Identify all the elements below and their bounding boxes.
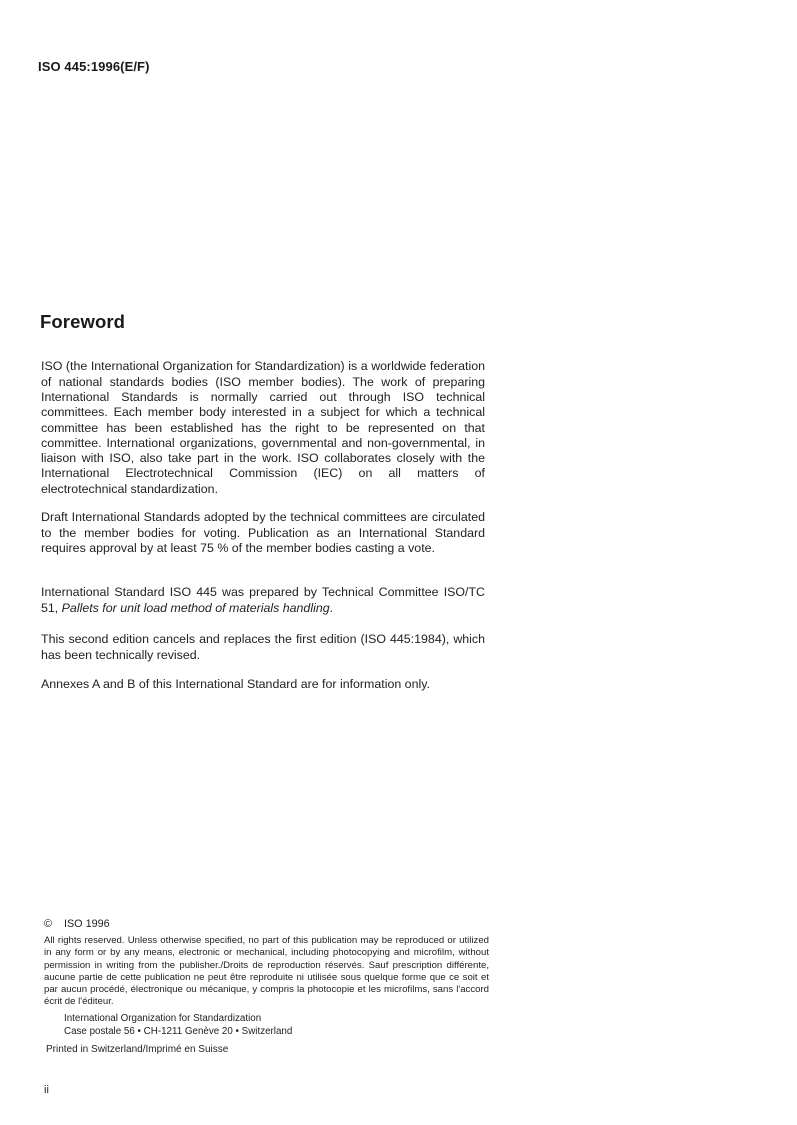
copyright-line xyxy=(44,918,110,930)
foreword-heading: Foreword xyxy=(40,311,126,332)
copyright-icon: © xyxy=(44,918,52,930)
rights-notice: All rights reserved. Unless otherwise specified, no part of this publication may be reproduced or utilized in any form or by any means, electronic or mechanical, including photocopying and microfilm, without permission in writing from the publisher./Droits de reproduction réservés. Sauf prescription différente, aucune partie de cette publication ne peut être reproduite ni utilisée sous quelque forme que ce soit et par aucun procédé, électronique ou mécanique, y compris la photocopie et les microfilms, sans l'accord écrit de l'éditeur. xyxy=(44,935,489,1008)
foreword-paragraph-2: Draft International Standards adopted by the technical committees are circulated to the member bodies for voting. Publication as an International Standard requires approval by at least 75 % of the member bodies casting a vote. xyxy=(41,510,485,555)
committee-title: Pallets for unit load method of materials handling xyxy=(61,600,330,615)
organization-block xyxy=(64,1013,292,1038)
foreword-paragraph-4: This second edition cancels and replaces the first edition (ISO 445:1984), which has been technically revised. xyxy=(41,632,485,662)
foreword-paragraph-5: Annexes A and B of this International Standard are for information only. xyxy=(41,677,430,692)
organization-name: International Organization for Standardization xyxy=(64,1013,262,1024)
paragraph-3-suffix: . xyxy=(329,600,334,615)
paragraph-3-prefix: International Standard ISO 445 was prepared by Technical Committee ISO/TC 51, xyxy=(41,585,485,615)
foreword-paragraph-3 xyxy=(41,585,485,616)
document-id: ISO 445:1996(E/F) xyxy=(38,59,150,74)
copyright-text: ISO 1996 xyxy=(63,918,110,930)
page-number: ii xyxy=(44,1084,49,1096)
printed-notice: Printed in Switzerland/Imprimé en Suisse xyxy=(46,1044,229,1055)
organization-address: Case postale 56 • CH-1211 Genève 20 • Switzerland xyxy=(64,1025,293,1037)
foreword-paragraph-1: ISO (the International Organization for Standardization) is a worldwide federation of national standards bodies (ISO member bodies). The work of preparing International Standards is normally carried out through ISO technical committees. Each member body interested in a subject for which a technical committee has been established has the right to be represented on that committee. International organizations, governmental and non-governmental, in liaison with ISO, also take part in the work. ISO collaborates closely with the International Electrotechnical Commission (IEC) on all matters of electrotechnical standardization. xyxy=(41,359,485,496)
